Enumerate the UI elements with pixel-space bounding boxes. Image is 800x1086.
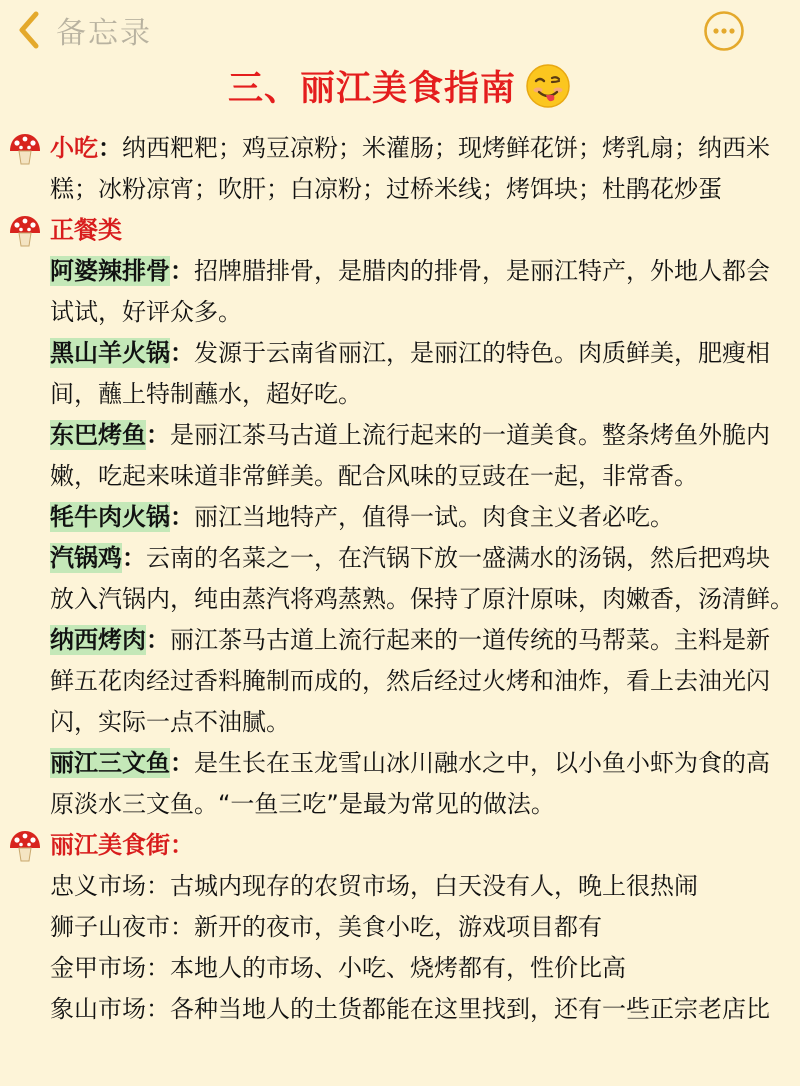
chevron-left-icon <box>14 10 44 50</box>
dish-line <box>0 415 800 456</box>
dish-line <box>0 661 800 702</box>
dish-name: 丽江三文鱼 <box>50 749 170 777</box>
dish-desc: 发源于云南省丽江，是丽江的特色。肉质鲜美，肥瘦相 <box>194 339 770 367</box>
page-title: 三、丽江美食指南 <box>227 69 516 109</box>
dish-name: 东巴烤鱼 <box>50 421 146 449</box>
market-desc: 本地人的市场、小吃、烧烤都有，性价比高 <box>170 954 626 982</box>
dish-desc: 闪，实际一点不油腻。 <box>50 708 290 736</box>
snacks-line-1 <box>0 128 800 169</box>
dish-line <box>0 333 800 374</box>
snacks-text-2: 糕；冰粉凉宵；吹肝；白凉粉；过桥米线；烤饵块；杜鹃花炒蛋 <box>50 175 722 203</box>
market-name: 象山市场 <box>50 995 146 1023</box>
market-colon: ： <box>170 913 194 941</box>
nav-bar <box>0 0 800 62</box>
dish-colon: ： <box>122 544 146 572</box>
dish-line <box>0 292 800 333</box>
market-line <box>0 907 800 948</box>
dish-line <box>0 456 800 497</box>
note-content <box>0 128 800 1030</box>
market-line <box>0 866 800 907</box>
main-heading: 正餐类 <box>50 216 122 244</box>
dish-desc: 放入汽锅内，纯由蒸汽将鸡蒸熟。保持了原汁原味，肉嫩香，汤清鲜。 <box>50 585 794 613</box>
main-heading-line <box>0 210 800 251</box>
market-line <box>0 948 800 989</box>
mushroom-icon <box>8 214 42 248</box>
dish-name: 汽锅鸡 <box>50 544 122 572</box>
snacks-text-1: 纳西粑粑；鸡豆凉粉；米灌肠；现烤鲜花饼；烤乳扇；纳西米 <box>122 134 770 162</box>
dish-colon: ： <box>170 339 194 367</box>
mushroom-icon <box>8 829 42 863</box>
market-name: 金甲市场 <box>50 954 146 982</box>
title-row <box>0 58 800 114</box>
dish-line <box>0 702 800 743</box>
dish-colon: ： <box>146 626 170 654</box>
dish-desc: 鲜五花肉经过香料腌制而成的，然后经过火烤和油炸，看上去油光闪 <box>50 667 770 695</box>
snacks-heading: 小吃 <box>50 134 98 162</box>
ellipsis-circle-icon[interactable] <box>703 10 745 52</box>
dish-desc: 招牌腊排骨，是腊肉的排骨，是丽江特产，外地人都会 <box>194 257 770 285</box>
dish-desc: 云南的名菜之一，在汽锅下放一盛满水的汤锅，然后把鸡块 <box>146 544 770 572</box>
dish-colon: ： <box>170 503 194 531</box>
back-button[interactable] <box>14 8 152 52</box>
dish-name: 牦牛肉火锅 <box>50 503 170 531</box>
snacks-line-2 <box>0 169 800 210</box>
dish-desc: 试试，好评众多。 <box>50 298 242 326</box>
market-colon: ： <box>146 954 170 982</box>
dish-line <box>0 743 800 784</box>
street-heading-line <box>0 825 800 866</box>
market-name: 狮子山夜市 <box>50 913 170 941</box>
dish-line <box>0 374 800 415</box>
dish-colon: ： <box>170 257 194 285</box>
back-label: 备忘录 <box>56 16 152 51</box>
tongue-face-emoji-icon <box>524 62 572 110</box>
dish-line <box>0 620 800 661</box>
market-desc: 古城内现存的农贸市场，白天没有人，晚上很热闹 <box>170 872 698 900</box>
dish-desc: 丽江茶马古道上流行起来的一道传统的马帮菜。主料是新 <box>170 626 770 654</box>
market-colon: ： <box>146 872 170 900</box>
dish-name: 黑山羊火锅 <box>50 339 170 367</box>
market-colon: ： <box>146 995 170 1023</box>
dish-colon: ： <box>146 421 170 449</box>
dish-line <box>0 784 800 825</box>
market-line <box>0 989 800 1030</box>
dish-colon: ： <box>170 749 194 777</box>
dish-desc: 是生长在玉龙雪山冰川融水之中，以小鱼小虾为食的高 <box>194 749 770 777</box>
dish-desc: 丽江当地特产，值得一试。肉食主义者必吃。 <box>194 503 674 531</box>
market-desc: 新开的夜市，美食小吃，游戏项目都有 <box>194 913 602 941</box>
dish-desc: 是丽江茶马古道上流行起来的一道美食。整条烤鱼外脆内 <box>170 421 770 449</box>
market-desc: 各种当地人的土货都能在这里找到，还有一些正宗老店比 <box>170 995 770 1023</box>
dish-desc: 嫩，吃起来味道非常鲜美。配合风味的豆豉在一起，非常香。 <box>50 462 698 490</box>
dish-name: 纳西烤肉 <box>50 626 146 654</box>
dish-line <box>0 579 800 620</box>
dish-line <box>0 538 800 579</box>
dish-desc: 间，蘸上特制蘸水，超好吃。 <box>50 380 362 408</box>
dish-line <box>0 497 800 538</box>
dish-line <box>0 251 800 292</box>
market-name: 忠义市场 <box>50 872 146 900</box>
snacks-colon: ： <box>98 134 122 162</box>
dish-name: 阿婆辣排骨 <box>50 257 170 285</box>
mushroom-icon <box>8 132 42 166</box>
dish-desc: 原淡水三文鱼。“一鱼三吃”是最为常见的做法。 <box>50 790 555 818</box>
street-heading: 丽江美食街： <box>50 831 194 859</box>
